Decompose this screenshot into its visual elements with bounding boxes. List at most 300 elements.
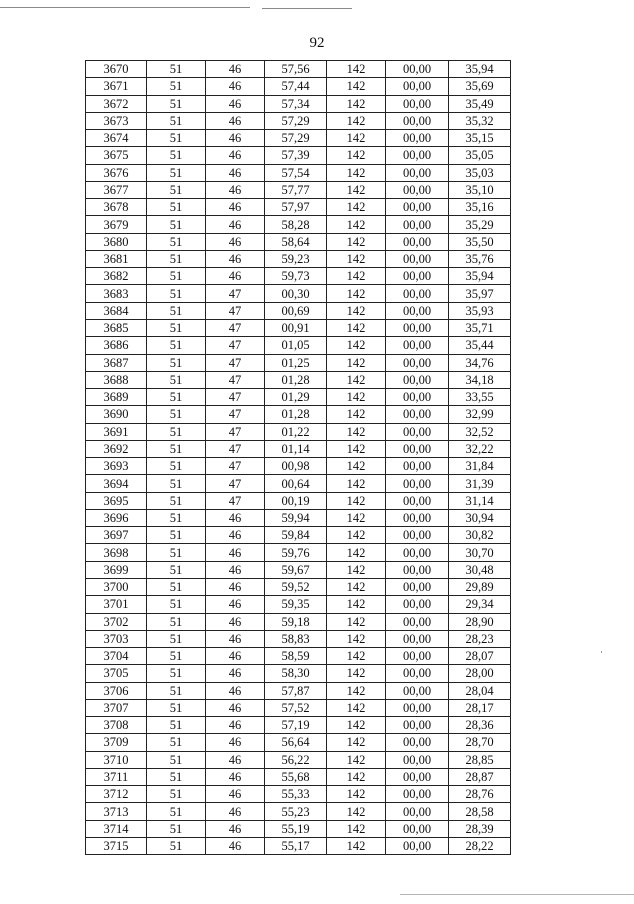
lon-minutes-cell: 00,00: [386, 389, 449, 406]
lat-seconds-cell: 57,44: [265, 78, 327, 95]
lon-degrees-cell: 142: [327, 751, 386, 768]
lat-seconds-cell: 57,29: [265, 130, 327, 147]
lat-degrees-cell: 51: [147, 78, 206, 95]
lon-seconds-cell: 28,00: [449, 665, 511, 682]
lon-minutes-cell: 00,00: [386, 61, 449, 78]
lon-seconds-cell: 28,58: [449, 803, 511, 820]
lon-minutes-cell: 00,00: [386, 371, 449, 388]
lon-degrees-cell: 142: [327, 250, 386, 267]
point-number-cell: 3677: [86, 181, 147, 198]
lon-seconds-cell: 30,82: [449, 527, 511, 544]
lon-degrees-cell: 142: [327, 233, 386, 250]
lat-seconds-cell: 59,73: [265, 268, 327, 285]
lat-minutes-cell: 47: [206, 302, 265, 319]
table-row: [86, 130, 511, 147]
lon-minutes-cell: 00,00: [386, 458, 449, 475]
table-row: [86, 319, 511, 336]
point-number-cell: 3689: [86, 389, 147, 406]
point-number-cell: 3676: [86, 164, 147, 181]
lat-minutes-cell: 46: [206, 544, 265, 561]
lat-seconds-cell: 55,33: [265, 786, 327, 803]
point-number-cell: 3684: [86, 302, 147, 319]
lon-minutes-cell: 00,00: [386, 578, 449, 595]
lat-seconds-cell: 57,39: [265, 147, 327, 164]
table-row: [86, 734, 511, 751]
lat-minutes-cell: 47: [206, 285, 265, 302]
lon-seconds-cell: 28,23: [449, 630, 511, 647]
lat-minutes-cell: 47: [206, 492, 265, 509]
lon-seconds-cell: 28,04: [449, 682, 511, 699]
lon-minutes-cell: 00,00: [386, 527, 449, 544]
lon-minutes-cell: 00,00: [386, 768, 449, 785]
lon-degrees-cell: 142: [327, 630, 386, 647]
lat-seconds-cell: 55,19: [265, 820, 327, 837]
lon-minutes-cell: 00,00: [386, 509, 449, 526]
lon-degrees-cell: 142: [327, 440, 386, 457]
table-row: [86, 250, 511, 267]
lat-minutes-cell: 46: [206, 837, 265, 854]
lat-seconds-cell: 59,94: [265, 509, 327, 526]
lon-minutes-cell: 00,00: [386, 475, 449, 492]
table-row: [86, 406, 511, 423]
lat-seconds-cell: 00,98: [265, 458, 327, 475]
lon-seconds-cell: 35,94: [449, 268, 511, 285]
lon-seconds-cell: 28,90: [449, 613, 511, 630]
lon-minutes-cell: 00,00: [386, 820, 449, 837]
lat-degrees-cell: 51: [147, 751, 206, 768]
point-number-cell: 3692: [86, 440, 147, 457]
lat-minutes-cell: 46: [206, 768, 265, 785]
point-number-cell: 3697: [86, 527, 147, 544]
lon-seconds-cell: 28,39: [449, 820, 511, 837]
point-number-cell: 3708: [86, 717, 147, 734]
point-number-cell: 3672: [86, 95, 147, 112]
table-row: [86, 181, 511, 198]
lat-seconds-cell: 57,97: [265, 199, 327, 216]
lat-seconds-cell: 01,14: [265, 440, 327, 457]
lat-minutes-cell: 46: [206, 250, 265, 267]
lat-degrees-cell: 51: [147, 682, 206, 699]
lon-degrees-cell: 142: [327, 665, 386, 682]
lat-seconds-cell: 59,67: [265, 561, 327, 578]
lon-degrees-cell: 142: [327, 527, 386, 544]
lon-seconds-cell: 35,10: [449, 181, 511, 198]
lon-seconds-cell: 35,03: [449, 164, 511, 181]
table-row: [86, 630, 511, 647]
table-row: [86, 596, 511, 613]
lon-degrees-cell: 142: [327, 648, 386, 665]
lat-degrees-cell: 51: [147, 458, 206, 475]
lat-degrees-cell: 51: [147, 665, 206, 682]
lat-degrees-cell: 51: [147, 423, 206, 440]
lon-degrees-cell: 142: [327, 475, 386, 492]
lon-degrees-cell: 142: [327, 354, 386, 371]
lat-degrees-cell: 51: [147, 285, 206, 302]
lat-seconds-cell: 58,59: [265, 648, 327, 665]
lat-seconds-cell: 59,76: [265, 544, 327, 561]
lon-minutes-cell: 00,00: [386, 837, 449, 854]
table-row: [86, 147, 511, 164]
lat-seconds-cell: 55,17: [265, 837, 327, 854]
lat-minutes-cell: 46: [206, 786, 265, 803]
lat-minutes-cell: 46: [206, 648, 265, 665]
lon-degrees-cell: 142: [327, 285, 386, 302]
lat-minutes-cell: 47: [206, 389, 265, 406]
table-row: [86, 699, 511, 716]
lon-seconds-cell: 30,70: [449, 544, 511, 561]
table-row: [86, 682, 511, 699]
lat-degrees-cell: 51: [147, 475, 206, 492]
lon-degrees-cell: 142: [327, 492, 386, 509]
lat-degrees-cell: 51: [147, 613, 206, 630]
lat-seconds-cell: 59,23: [265, 250, 327, 267]
lat-seconds-cell: 57,77: [265, 181, 327, 198]
lon-seconds-cell: 34,76: [449, 354, 511, 371]
lon-seconds-cell: 28,85: [449, 751, 511, 768]
lon-minutes-cell: 00,00: [386, 596, 449, 613]
point-number-cell: 3703: [86, 630, 147, 647]
lon-degrees-cell: 142: [327, 509, 386, 526]
lat-degrees-cell: 51: [147, 319, 206, 336]
table-row: [86, 285, 511, 302]
point-number-cell: 3673: [86, 112, 147, 129]
point-number-cell: 3711: [86, 768, 147, 785]
lon-degrees-cell: 142: [327, 147, 386, 164]
lat-minutes-cell: 47: [206, 475, 265, 492]
point-number-cell: 3675: [86, 147, 147, 164]
scan-edge-line: [0, 7, 250, 8]
lat-minutes-cell: 46: [206, 630, 265, 647]
lat-minutes-cell: 46: [206, 699, 265, 716]
lon-minutes-cell: 00,00: [386, 786, 449, 803]
lon-minutes-cell: 00,00: [386, 544, 449, 561]
point-number-cell: 3687: [86, 354, 147, 371]
lat-degrees-cell: 51: [147, 337, 206, 354]
point-number-cell: 3710: [86, 751, 147, 768]
lat-minutes-cell: 47: [206, 440, 265, 457]
lat-degrees-cell: 51: [147, 768, 206, 785]
lon-degrees-cell: 142: [327, 423, 386, 440]
lat-minutes-cell: 46: [206, 78, 265, 95]
lat-seconds-cell: 00,91: [265, 319, 327, 336]
lon-degrees-cell: 142: [327, 371, 386, 388]
lon-degrees-cell: 142: [327, 837, 386, 854]
lat-degrees-cell: 51: [147, 130, 206, 147]
lon-degrees-cell: 142: [327, 199, 386, 216]
table-body: [86, 61, 511, 855]
table-row: [86, 786, 511, 803]
lon-degrees-cell: 142: [327, 61, 386, 78]
point-number-cell: 3694: [86, 475, 147, 492]
lon-degrees-cell: 142: [327, 596, 386, 613]
lat-minutes-cell: 46: [206, 613, 265, 630]
lat-degrees-cell: 51: [147, 61, 206, 78]
lat-seconds-cell: 56,64: [265, 734, 327, 751]
lon-minutes-cell: 00,00: [386, 199, 449, 216]
lat-degrees-cell: 51: [147, 233, 206, 250]
lat-seconds-cell: 58,64: [265, 233, 327, 250]
point-number-cell: 3699: [86, 561, 147, 578]
lat-minutes-cell: 46: [206, 61, 265, 78]
lon-seconds-cell: 35,97: [449, 285, 511, 302]
lat-seconds-cell: 57,87: [265, 682, 327, 699]
lat-degrees-cell: 51: [147, 492, 206, 509]
lon-minutes-cell: 00,00: [386, 147, 449, 164]
lat-minutes-cell: 46: [206, 199, 265, 216]
lon-seconds-cell: 31,39: [449, 475, 511, 492]
point-number-cell: 3678: [86, 199, 147, 216]
table-row: [86, 544, 511, 561]
lon-degrees-cell: 142: [327, 544, 386, 561]
table-row: [86, 95, 511, 112]
table-row: [86, 613, 511, 630]
lat-degrees-cell: 51: [147, 250, 206, 267]
lon-seconds-cell: 35,49: [449, 95, 511, 112]
lon-minutes-cell: 00,00: [386, 216, 449, 233]
lon-seconds-cell: 35,93: [449, 302, 511, 319]
lon-degrees-cell: 142: [327, 112, 386, 129]
lon-degrees-cell: 142: [327, 682, 386, 699]
lat-seconds-cell: 57,19: [265, 717, 327, 734]
lon-minutes-cell: 00,00: [386, 112, 449, 129]
lon-minutes-cell: 00,00: [386, 440, 449, 457]
lon-minutes-cell: 00,00: [386, 302, 449, 319]
lon-minutes-cell: 00,00: [386, 130, 449, 147]
lon-degrees-cell: 142: [327, 820, 386, 837]
lat-degrees-cell: 51: [147, 354, 206, 371]
lon-seconds-cell: 35,32: [449, 112, 511, 129]
lon-minutes-cell: 00,00: [386, 492, 449, 509]
lat-seconds-cell: 01,29: [265, 389, 327, 406]
point-number-cell: 3706: [86, 682, 147, 699]
scan-speck: [601, 651, 602, 653]
point-number-cell: 3683: [86, 285, 147, 302]
lat-degrees-cell: 51: [147, 527, 206, 544]
lon-seconds-cell: 30,48: [449, 561, 511, 578]
lon-minutes-cell: 00,00: [386, 181, 449, 198]
lon-minutes-cell: 00,00: [386, 717, 449, 734]
lat-seconds-cell: 58,83: [265, 630, 327, 647]
lon-degrees-cell: 142: [327, 803, 386, 820]
lat-degrees-cell: 51: [147, 630, 206, 647]
point-number-cell: 3714: [86, 820, 147, 837]
lat-minutes-cell: 46: [206, 112, 265, 129]
lat-seconds-cell: 57,29: [265, 112, 327, 129]
lat-minutes-cell: 46: [206, 509, 265, 526]
lat-degrees-cell: 51: [147, 648, 206, 665]
lat-degrees-cell: 51: [147, 389, 206, 406]
table-row: [86, 751, 511, 768]
point-number-cell: 3702: [86, 613, 147, 630]
table-row: [86, 78, 511, 95]
lat-degrees-cell: 51: [147, 509, 206, 526]
lat-degrees-cell: 51: [147, 268, 206, 285]
lon-degrees-cell: 142: [327, 78, 386, 95]
table-row: [86, 233, 511, 250]
lat-seconds-cell: 58,30: [265, 665, 327, 682]
table-row: [86, 578, 511, 595]
lat-degrees-cell: 51: [147, 734, 206, 751]
point-number-cell: 3704: [86, 648, 147, 665]
lat-minutes-cell: 46: [206, 561, 265, 578]
lat-minutes-cell: 46: [206, 527, 265, 544]
point-number-cell: 3682: [86, 268, 147, 285]
table-row: [86, 337, 511, 354]
lat-minutes-cell: 46: [206, 578, 265, 595]
lat-minutes-cell: 46: [206, 164, 265, 181]
lon-minutes-cell: 00,00: [386, 665, 449, 682]
point-number-cell: 3705: [86, 665, 147, 682]
lon-seconds-cell: 31,84: [449, 458, 511, 475]
lon-degrees-cell: 142: [327, 613, 386, 630]
table-row: [86, 458, 511, 475]
lat-seconds-cell: 00,30: [265, 285, 327, 302]
lat-minutes-cell: 46: [206, 751, 265, 768]
lat-seconds-cell: 00,19: [265, 492, 327, 509]
table-row: [86, 61, 511, 78]
lat-minutes-cell: 46: [206, 682, 265, 699]
lon-seconds-cell: 32,52: [449, 423, 511, 440]
lon-seconds-cell: 35,44: [449, 337, 511, 354]
lon-seconds-cell: 28,87: [449, 768, 511, 785]
lat-minutes-cell: 46: [206, 803, 265, 820]
point-number-cell: 3715: [86, 837, 147, 854]
lat-degrees-cell: 51: [147, 147, 206, 164]
lat-seconds-cell: 57,52: [265, 699, 327, 716]
lat-seconds-cell: 59,35: [265, 596, 327, 613]
lat-degrees-cell: 51: [147, 95, 206, 112]
coordinates-table: [85, 60, 511, 855]
lat-degrees-cell: 51: [147, 699, 206, 716]
point-number-cell: 3674: [86, 130, 147, 147]
lon-seconds-cell: 35,69: [449, 78, 511, 95]
lon-degrees-cell: 142: [327, 319, 386, 336]
lon-seconds-cell: 33,55: [449, 389, 511, 406]
point-number-cell: 3685: [86, 319, 147, 336]
lat-minutes-cell: 46: [206, 820, 265, 837]
lon-minutes-cell: 00,00: [386, 164, 449, 181]
lon-seconds-cell: 35,15: [449, 130, 511, 147]
lat-seconds-cell: 00,69: [265, 302, 327, 319]
lon-degrees-cell: 142: [327, 181, 386, 198]
lon-minutes-cell: 00,00: [386, 803, 449, 820]
lat-degrees-cell: 51: [147, 561, 206, 578]
table-row: [86, 717, 511, 734]
lat-minutes-cell: 46: [206, 147, 265, 164]
lat-degrees-cell: 51: [147, 820, 206, 837]
table-row: [86, 648, 511, 665]
lon-minutes-cell: 00,00: [386, 734, 449, 751]
table-row: [86, 389, 511, 406]
table-row: [86, 112, 511, 129]
lat-seconds-cell: 01,28: [265, 406, 327, 423]
lat-seconds-cell: 59,52: [265, 578, 327, 595]
table-row: [86, 768, 511, 785]
lon-minutes-cell: 00,00: [386, 682, 449, 699]
lat-seconds-cell: 56,22: [265, 751, 327, 768]
lon-minutes-cell: 00,00: [386, 406, 449, 423]
table-row: [86, 216, 511, 233]
lon-degrees-cell: 142: [327, 717, 386, 734]
point-number-cell: 3695: [86, 492, 147, 509]
lat-degrees-cell: 51: [147, 216, 206, 233]
table-row: [86, 164, 511, 181]
lat-minutes-cell: 47: [206, 354, 265, 371]
lon-minutes-cell: 00,00: [386, 354, 449, 371]
point-number-cell: 3681: [86, 250, 147, 267]
lon-minutes-cell: 00,00: [386, 95, 449, 112]
lon-minutes-cell: 00,00: [386, 337, 449, 354]
table-row: [86, 268, 511, 285]
lat-degrees-cell: 51: [147, 112, 206, 129]
point-number-cell: 3691: [86, 423, 147, 440]
lat-minutes-cell: 46: [206, 216, 265, 233]
lon-seconds-cell: 28,76: [449, 786, 511, 803]
lon-seconds-cell: 29,89: [449, 578, 511, 595]
lon-degrees-cell: 142: [327, 337, 386, 354]
point-number-cell: 3712: [86, 786, 147, 803]
table-row: [86, 492, 511, 509]
lon-degrees-cell: 142: [327, 786, 386, 803]
lat-minutes-cell: 46: [206, 665, 265, 682]
lat-seconds-cell: 01,25: [265, 354, 327, 371]
scan-edge-line: [400, 894, 634, 895]
lon-minutes-cell: 00,00: [386, 561, 449, 578]
lon-seconds-cell: 28,70: [449, 734, 511, 751]
table-row: [86, 509, 511, 526]
point-number-cell: 3688: [86, 371, 147, 388]
lat-degrees-cell: 51: [147, 164, 206, 181]
lon-degrees-cell: 142: [327, 302, 386, 319]
lat-minutes-cell: 46: [206, 734, 265, 751]
lat-minutes-cell: 46: [206, 181, 265, 198]
lon-seconds-cell: 35,29: [449, 216, 511, 233]
lon-degrees-cell: 142: [327, 561, 386, 578]
lon-degrees-cell: 142: [327, 164, 386, 181]
lat-seconds-cell: 00,64: [265, 475, 327, 492]
table-row: [86, 475, 511, 492]
lon-degrees-cell: 142: [327, 458, 386, 475]
lon-seconds-cell: 35,05: [449, 147, 511, 164]
table-row: [86, 199, 511, 216]
lon-degrees-cell: 142: [327, 216, 386, 233]
lon-minutes-cell: 00,00: [386, 268, 449, 285]
lon-degrees-cell: 142: [327, 268, 386, 285]
lat-degrees-cell: 51: [147, 440, 206, 457]
lon-seconds-cell: 28,07: [449, 648, 511, 665]
lat-minutes-cell: 46: [206, 233, 265, 250]
lat-minutes-cell: 47: [206, 458, 265, 475]
lat-minutes-cell: 46: [206, 268, 265, 285]
lat-degrees-cell: 51: [147, 181, 206, 198]
page-number: 92: [309, 35, 325, 51]
point-number-cell: 3686: [86, 337, 147, 354]
lon-minutes-cell: 00,00: [386, 613, 449, 630]
lon-minutes-cell: 00,00: [386, 285, 449, 302]
point-number-cell: 3690: [86, 406, 147, 423]
point-number-cell: 3698: [86, 544, 147, 561]
lon-degrees-cell: 142: [327, 389, 386, 406]
lat-seconds-cell: 57,54: [265, 164, 327, 181]
lon-degrees-cell: 142: [327, 95, 386, 112]
lon-degrees-cell: 142: [327, 699, 386, 716]
point-number-cell: 3707: [86, 699, 147, 716]
lat-minutes-cell: 46: [206, 130, 265, 147]
lon-degrees-cell: 142: [327, 734, 386, 751]
lon-minutes-cell: 00,00: [386, 630, 449, 647]
lat-minutes-cell: 46: [206, 95, 265, 112]
point-number-cell: 3696: [86, 509, 147, 526]
